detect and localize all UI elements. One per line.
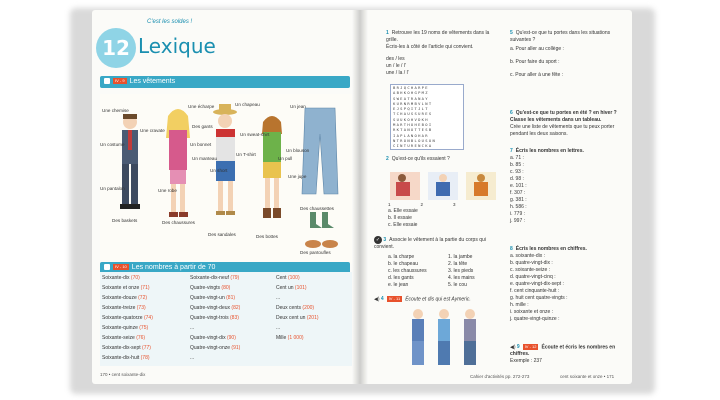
exercise-2-options: a. Elle essaie b. Il essaie c. Elle essaie: [388, 208, 418, 228]
label-chemise: Une chemise: [102, 108, 129, 113]
number-item: Quatre-vingt-trois (83): [190, 315, 239, 321]
label-gants: Des gants: [192, 124, 213, 129]
label-sandales: Des sandales: [208, 232, 236, 237]
number-item: Cent (100): [276, 275, 300, 281]
numbers-table: [100, 272, 352, 366]
exercise-3: ✓ 3 Associe le vêtement à la partie du corps qui convient.: [374, 237, 486, 250]
section-title: Les nombres à partir de 70: [131, 264, 216, 271]
number-item: Soixante-dix-sept (77): [102, 345, 151, 351]
clothing-illustration: [100, 94, 352, 264]
number-item: Quatre-vingts (80): [190, 285, 231, 291]
exercise-2: 2 Qu'est-ce qu'ils essaient ?: [386, 156, 450, 162]
label-jupe: Une jupe: [288, 174, 307, 179]
number-item: Quatre-vingt-un (81): [190, 295, 236, 301]
speaker-icon: [104, 264, 110, 270]
right-page: [360, 10, 632, 384]
label-tshirt: Un T-shirt: [236, 152, 256, 157]
page-footer-left: 170 • cent soixante-dix: [100, 372, 146, 377]
number-item: Deux cents (200): [276, 305, 315, 311]
number-item: ...: [190, 355, 195, 361]
exercise-3-right: 1. la jambe 2. la tête 3. les pieds 4. les mains 5. le cou: [448, 254, 475, 288]
label-blouson: Un blouson: [286, 148, 310, 153]
label-cravate: Une cravate: [140, 128, 165, 133]
exercise-7: 7 Écris les nombres en lettres. a. 71 : b. 85 : c. 93 : d. 98 : e. 101 : f. 307 : g. 381 : h. 586 : i. 779 : j. 997 :: [510, 148, 584, 224]
number-item: Soixante-quatorze (74): [102, 315, 153, 321]
label-jean: Un jean: [290, 104, 306, 109]
exercise-1: 1 Retrouve les 19 noms de vêtements dans la grille. Écris-les à côté de l'article qui convient.: [386, 30, 490, 50]
label-costume: Un costume: [100, 142, 125, 147]
section-title: Les vêtements: [129, 78, 176, 85]
word-search-grid: BRJQCHARPE ABHKOHGPMZ SWEATRANAY KURNRMBVLNT EJSPQITJLT TCHAUSSURES SUUKOHVDKH MARTHOHEBOI RKTANOTTESB IAPLANOHAR NTRONBLOUSON CINTURENCKA: [390, 84, 464, 150]
unit-kicker: C'est les soldes !: [147, 19, 193, 25]
exercise-4: ◀) 4 IV - 11 Écoute et dis qui est Aymeric.: [374, 296, 471, 303]
label-bottes: Des bottes: [256, 234, 278, 239]
number-item: ...: [276, 325, 281, 331]
label-sweat-shirt: Un sweat-shirt: [240, 132, 270, 137]
label-echarpe: Une écharpe: [188, 104, 215, 109]
number-item: Quatre-vingt-deux (82): [190, 305, 241, 311]
audio-track-tag: IV - 9: [115, 78, 125, 84]
label-chapeau: Un chapeau: [235, 102, 260, 107]
shopping-people-illustration: [388, 168, 498, 202]
number-item: ...: [276, 295, 281, 301]
number-item: Mille (1 000): [276, 335, 304, 341]
label-baskets: Des baskets: [112, 218, 138, 223]
label-short: Un short: [210, 168, 228, 173]
check-icon: ✓: [375, 237, 381, 243]
workbook-reference: Cahier d'activités pp. 272-273: [470, 374, 530, 379]
number-item: Soixante-dix-huit (78): [102, 355, 150, 361]
speaker-icon: [104, 78, 110, 84]
page-title: Lexique: [138, 34, 216, 58]
number-item: Soixante-treize (73): [102, 305, 146, 311]
number-item: Quatre-vingt-dix (90): [190, 335, 236, 341]
number-item: Quatre-vingt-onze (91): [190, 345, 241, 351]
characters-illustration: [100, 94, 352, 264]
number-item: Soixante-dix-neuf (79): [190, 275, 240, 281]
exercise-6: 6 Qu'est-ce que tu portes en été ? en hiver ? Classe les vêtements dans un tableau. Crée une liste de vêtements que tu peux porter pendant les deux saisons.: [510, 110, 617, 137]
label-bonnet: Un bonnet: [190, 142, 212, 147]
label-chaussettes: Des chaussettes: [300, 206, 334, 211]
exercise-8: 8 Écris les nombres en chiffres. a. soixante-dix : b. quatre-vingt-dix : c. soixante-seize : d. quatre-vingt-cinq : e. quatre-vingt-dix-sept : f. cent cinquante-huit : g. huit cent quatre-vingts : h. mille : i. soixante et onze : j. quatre-vingt-quinze :: [510, 246, 587, 322]
audio-track-tag: IV - 10: [115, 264, 127, 270]
article-lines: des / les un / le / l' une / la / l': [386, 56, 409, 76]
label-manteau: Un manteau: [192, 156, 218, 161]
page-footer-right: cent soixante et onze • 171: [560, 374, 615, 379]
speaker-icon: ◀): [510, 344, 516, 351]
unit-number-badge: 12: [96, 28, 136, 68]
image-numbers: 1 2 3: [388, 202, 456, 207]
book-gutter: [352, 10, 368, 384]
exercise-5: 5 Qu'est-ce que tu portes dans les situations suivantes ? a. Pour aller au collège : b. Pour faire du sport : c. Pour aller à une fête :: [510, 30, 611, 78]
label-pull: Un pull: [278, 156, 293, 161]
number-item: Soixante-dix (70): [102, 275, 140, 281]
number-item: Deux cent un (201): [276, 315, 319, 321]
exercise-9: ◀) 9 IV - 12 Écoute et écris les nombres en chiffres. Exemple : 237: [510, 344, 616, 365]
label-pantoufles: Des pantoufles: [300, 250, 331, 255]
number-item: Soixante-seize (76): [102, 335, 146, 341]
speaker-icon: ◀): [374, 296, 380, 303]
section-header-clothes: [100, 76, 350, 88]
label-pantalon: Un pantalon: [100, 186, 125, 191]
label-chaussures: Des chaussures: [162, 220, 195, 225]
number-item: Soixante et onze (71): [102, 285, 150, 291]
label-robe: Une robe: [158, 188, 177, 193]
boys-illustration: [404, 306, 494, 368]
number-item: Cent un (101): [276, 285, 307, 291]
number-item: ...: [190, 325, 195, 331]
left-page: [92, 10, 360, 384]
exercise-3-left: a. la charpe b. le chapeau c. les chaussures d. les gants e. le jean: [388, 254, 427, 288]
number-item: Soixante-douze (72): [102, 295, 148, 301]
number-item: Soixante-quinze (75): [102, 325, 149, 331]
